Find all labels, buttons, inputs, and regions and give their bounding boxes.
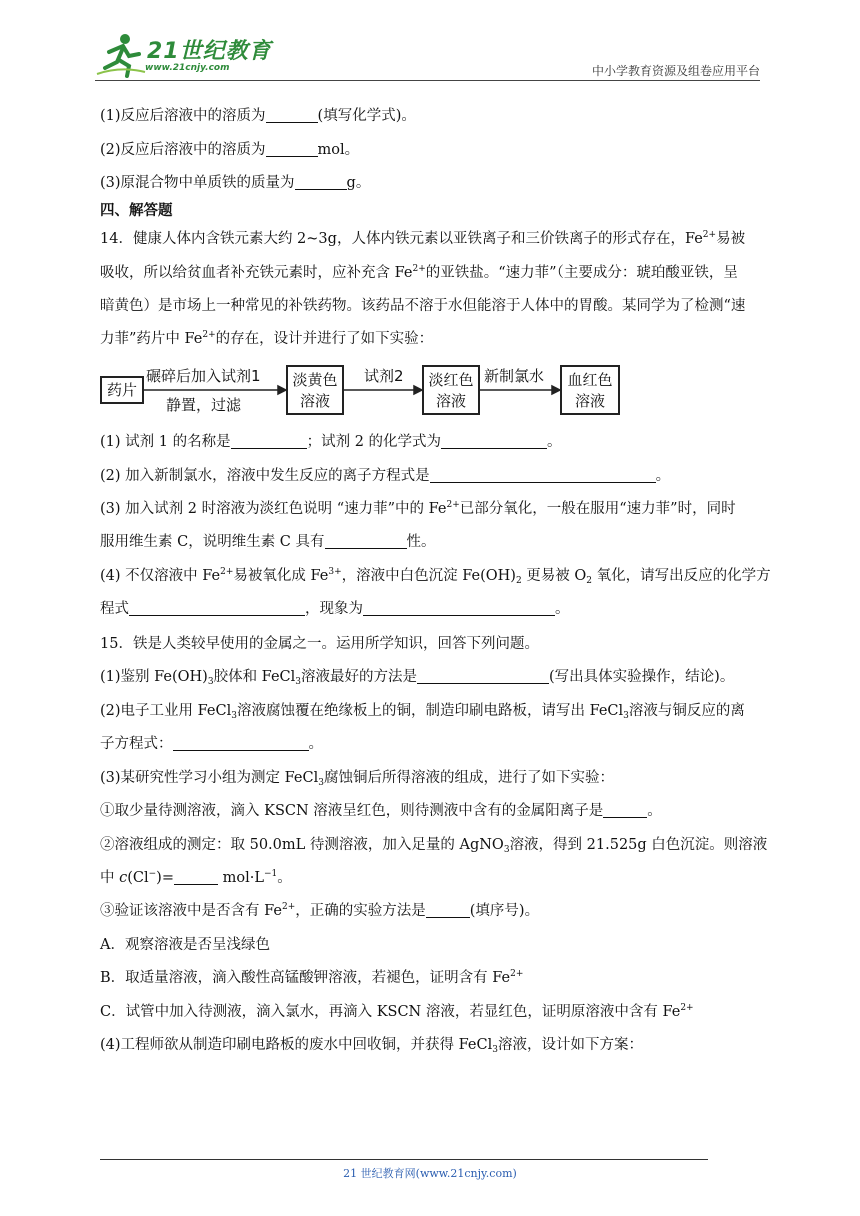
flow-step3-label: 新制氯水 bbox=[484, 367, 545, 385]
q14-sub3-line2: 服用维生素 C，说明维生素 C 具有 性。 bbox=[100, 534, 436, 550]
q14-sub3-line1: (3) 加入试剂 2 时溶液为淡红色说明 “速力菲”中的 $Fe^{2+}$已部分氧化，一般在服用“速力菲”时，同时 bbox=[100, 500, 736, 517]
answer-blank[interactable] bbox=[295, 174, 347, 190]
answer-blank[interactable] bbox=[266, 141, 318, 157]
flow-box-blood-red: 血红色 溶液 bbox=[560, 365, 620, 415]
flow-box-pale-yellow: 淡黄色 溶液 bbox=[286, 365, 344, 415]
q15-step2-line1: ②溶液组成的测定：取 50.0mL 待测溶液，加入足量的 AgNO$_3$溶液，得到 21.525g 白色沉淀。则溶液 bbox=[100, 837, 768, 855]
answer-blank[interactable] bbox=[430, 467, 656, 483]
answer-blank[interactable] bbox=[174, 869, 218, 885]
answer-blank[interactable] bbox=[426, 902, 470, 918]
platform-name: 中小学教育资源及组卷应用平台 bbox=[591, 64, 760, 78]
runner-logo-icon bbox=[95, 32, 147, 78]
q15-part4: (4)工程师欲从制造印刷电路板的废水中回收铜，并获得 FeCl$_3$溶液，设计如下方案： bbox=[100, 1037, 643, 1055]
q15-step2-line2: 中 $c(Cl^-)= mol\cdot L^{-1}$。 bbox=[100, 869, 292, 886]
answer-blank[interactable] bbox=[417, 668, 549, 684]
answer-blank[interactable] bbox=[129, 600, 305, 616]
experiment-flow-diagram bbox=[100, 363, 630, 418]
q15-part3: (3)某研究性学习小组为测定 FeCl$_3$腐蚀铜后所得溶液的组成，进行了如下实验： bbox=[100, 770, 614, 788]
q15-step1: ①取少量待测溶液，滴入 KSCN 溶液呈红色，则待测液中含有的金属阳离子是 。 bbox=[100, 803, 662, 819]
flow-box-pale-red: 淡红色 溶液 bbox=[422, 365, 480, 415]
q13-part2: (2)反应后溶液中的溶质为 mol。 bbox=[100, 142, 360, 158]
footer-link[interactable]: 21 世纪教育网(www.21cnjy.com) bbox=[343, 1167, 517, 1180]
arrowhead-icon bbox=[278, 386, 286, 394]
q14-line1: 14．健康人体内含铁元素大约 2~3g，人体内铁元素以亚铁离子和三价铁离子的形式存在，$Fe^{2+}$易被 bbox=[100, 230, 746, 247]
logo-text: 21世纪教育 bbox=[147, 39, 272, 64]
flow-step2-label: 试剂2 bbox=[364, 367, 404, 385]
q14-line2: 吸收，所以给贫血者补充铁元素时，应补充含 $Fe^{2+}$的亚铁盐。“速力菲”（主要成分：琥珀酸亚铁，呈 bbox=[100, 264, 738, 281]
q15-option-c: C．试管中加入待测液，滴入氯水，再滴入 KSCN 溶液，若显红色，证明原溶液中含有 $Fe^{2+}$ bbox=[100, 1003, 694, 1020]
flow-step1-label: 碾碎后加入试剂1 bbox=[146, 367, 261, 385]
q15-option-a: A．观察溶液是否呈浅绿色 bbox=[100, 937, 270, 953]
logo-url: www.21cnjy.com bbox=[145, 63, 230, 73]
flow-step1-sublabel: 静置，过滤 bbox=[166, 396, 242, 414]
flow-arrows bbox=[100, 363, 630, 418]
q14-line4: 力菲”药片中 $Fe^{2+}$的存在，设计并进行了如下实验： bbox=[100, 330, 434, 347]
q15-option-b: B．取适量溶液，滴入酸性高锰酸钾溶液，若褪色，证明含有 $Fe^{2+}$ bbox=[100, 969, 524, 986]
q14-sub4-line1: (4) 不仅溶液中 $Fe^{2+}$易被氧化成 $Fe^{3+}$，溶液中白色沉淀 $Fe(OH)_2$ 更易被 $O_2$ 氧化，请写出反应的化学方 bbox=[100, 567, 771, 586]
q13-part1: (1)反应后溶液中的溶质为 (填写化学式)。 bbox=[100, 108, 416, 124]
answer-blank[interactable] bbox=[363, 600, 555, 616]
answer-blank[interactable] bbox=[441, 433, 547, 449]
answer-blank[interactable] bbox=[173, 735, 309, 751]
q15-part1: (1)鉴别 $Fe(OH)_3$胶体和 FeCl$_3$溶液最好的方法是 (写出具体实验操作，结论)。 bbox=[100, 669, 735, 687]
q14-sub4-line2: 程式 ，现象为 。 bbox=[100, 601, 570, 617]
q15-intro: 15．铁是人类较早使用的金属之一。运用所学知识，回答下列问题。 bbox=[100, 636, 539, 652]
q15-part2-line1: (2)电子工业用 FeCl$_3$溶液腐蚀覆在绝缘板上的铜，制造印刷电路板，请写出 FeCl$_3$溶液与铜反应的离 bbox=[100, 703, 745, 721]
page-header bbox=[95, 32, 760, 80]
header-divider bbox=[95, 80, 760, 81]
answer-blank[interactable] bbox=[231, 433, 307, 449]
q15-step3: ③验证该溶液中是否含有 $Fe^{2+}$，正确的实验方法是 (填序号)。 bbox=[100, 902, 540, 919]
flow-box-tablet: 药片 bbox=[100, 376, 144, 404]
arrowhead-icon bbox=[414, 386, 422, 394]
answer-blank[interactable] bbox=[266, 107, 318, 123]
q14-sub2: (2) 加入新制氯水，溶液中发生反应的离子方程式是 。 bbox=[100, 468, 671, 484]
q14-line3: 暗黄色）是市场上一种常见的补铁药物。该药品不溶于水但能溶于人体中的胃酸。某同学为了检测“速 bbox=[100, 298, 746, 314]
logo bbox=[95, 32, 275, 80]
q13-part3: (3)原混合物中单质铁的质量为 g。 bbox=[100, 175, 371, 191]
answer-blank[interactable] bbox=[603, 802, 647, 818]
footer-divider bbox=[100, 1159, 708, 1160]
section-heading: 四、解答题 bbox=[100, 203, 173, 219]
answer-blank[interactable] bbox=[325, 533, 407, 549]
q15-part2-line2: 子方程式： 。 bbox=[100, 736, 323, 752]
arrowhead-icon bbox=[552, 386, 560, 394]
q14-sub1: (1) 试剂 1 的名称是 ；试剂 2 的化学式为 。 bbox=[100, 434, 562, 450]
